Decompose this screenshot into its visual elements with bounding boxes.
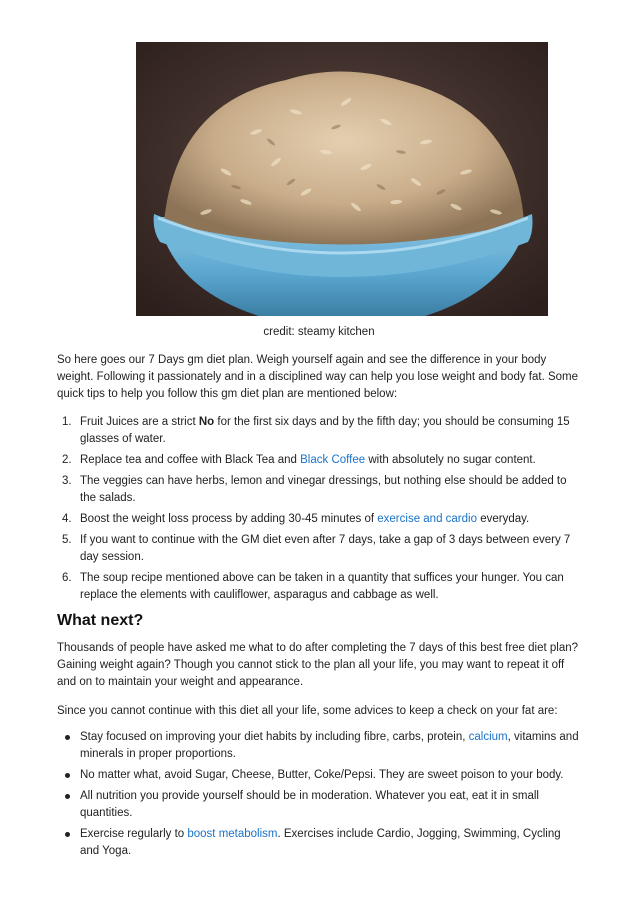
- advice-intro-paragraph: Since you cannot continue with this diet all your life, some advices to keep a check on your fat are:: [57, 705, 558, 717]
- list-text: Boost the weight loss process by adding 30-45 minutes of: [80, 513, 378, 525]
- list-number: 6.: [62, 572, 72, 584]
- list-item: [57, 473, 582, 507]
- photo-caption: credit: steamy kitchen: [263, 326, 375, 338]
- list-text: everyday.: [477, 513, 530, 525]
- list-number: 3.: [62, 475, 72, 487]
- list-text: No matter what, avoid Sugar, Cheese, Butter, Coke/Pepsi. They are sweet poison to your body.: [80, 769, 564, 781]
- list-number: 1.: [62, 416, 72, 428]
- tips-list: [57, 414, 582, 608]
- list-item: [57, 532, 582, 566]
- list-item: [57, 452, 582, 469]
- list-item: [57, 729, 582, 763]
- list-text: for the first six days and by the fifth day; you should be consuming 15 glasses of water.: [80, 416, 570, 445]
- list-text: Exercise regularly to: [80, 828, 188, 840]
- list-text: Replace tea and coffee with Black Tea and: [80, 454, 301, 466]
- list-text: Fruit Juices are a strict: [80, 416, 199, 428]
- what-next-paragraph: Thousands of people have asked me what to do after completing the 7 days of this best free diet plan? Gaining weight again? Though you cannot stick to the plan all your life, you may want to repeat it off and on to maintain your weight and appearance.: [57, 642, 579, 688]
- list-item: [57, 511, 582, 528]
- list-text: Stay focused on improving your diet habits by including fibre, carbs, protein,: [80, 731, 469, 743]
- list-number: 5.: [62, 534, 72, 546]
- rice-bowl-illustration: [136, 42, 548, 316]
- list-item: [57, 767, 582, 784]
- list-item: [57, 826, 582, 860]
- list-item: [57, 414, 582, 448]
- list-text: , vitamins and minerals in proper proportions.: [80, 731, 579, 760]
- black-coffee-link[interactable]: Black Coffee: [300, 454, 366, 466]
- rice-bowl-photo: [136, 42, 548, 316]
- bullet-icon: [65, 735, 70, 740]
- list-number: 4.: [62, 513, 72, 525]
- list-text: All nutrition you provide yourself should be in moderation. Whatever you eat, eat it in small quantities.: [80, 790, 539, 819]
- boost-metabolism-link[interactable]: boost metabolism: [187, 828, 278, 840]
- intro-paragraph: So here goes our 7 Days gm diet plan. Weigh yourself again and see the difference in your body weight. Following it passionately and in a disciplined way can help you lose weight and body fat. Some quick tips to help you follow this gm diet plan are mentioned below:: [57, 354, 579, 400]
- advice-list: [57, 729, 582, 864]
- list-text: with absolutely no sugar content.: [365, 454, 536, 466]
- exercise-cardio-link[interactable]: exercise and cardio: [377, 513, 477, 525]
- bullet-icon: [65, 794, 70, 799]
- list-text: The veggies can have herbs, lemon and vinegar dressings, but nothing else should be added to the salads.: [80, 475, 567, 504]
- list-text: . Exercises include Cardio, Jogging, Swimming, Cycling and Yoga.: [80, 828, 561, 857]
- list-item: [57, 570, 582, 604]
- list-number: 2.: [62, 454, 72, 466]
- list-text: If you want to continue with the GM diet even after 7 days, take a gap of 3 days between every 7 day session.: [80, 534, 571, 563]
- list-item: [57, 788, 582, 822]
- bullet-icon: [65, 832, 70, 837]
- list-text: The soup recipe mentioned above can be taken in a quantity that suffices your hunger. You can replace the elements with cauliflower, asparagus and cabbage as well.: [80, 572, 564, 601]
- bullet-icon: [65, 773, 70, 778]
- calcium-link[interactable]: calcium: [468, 731, 508, 743]
- section-heading: What next?: [57, 612, 144, 629]
- list-bold-text: No: [198, 416, 215, 428]
